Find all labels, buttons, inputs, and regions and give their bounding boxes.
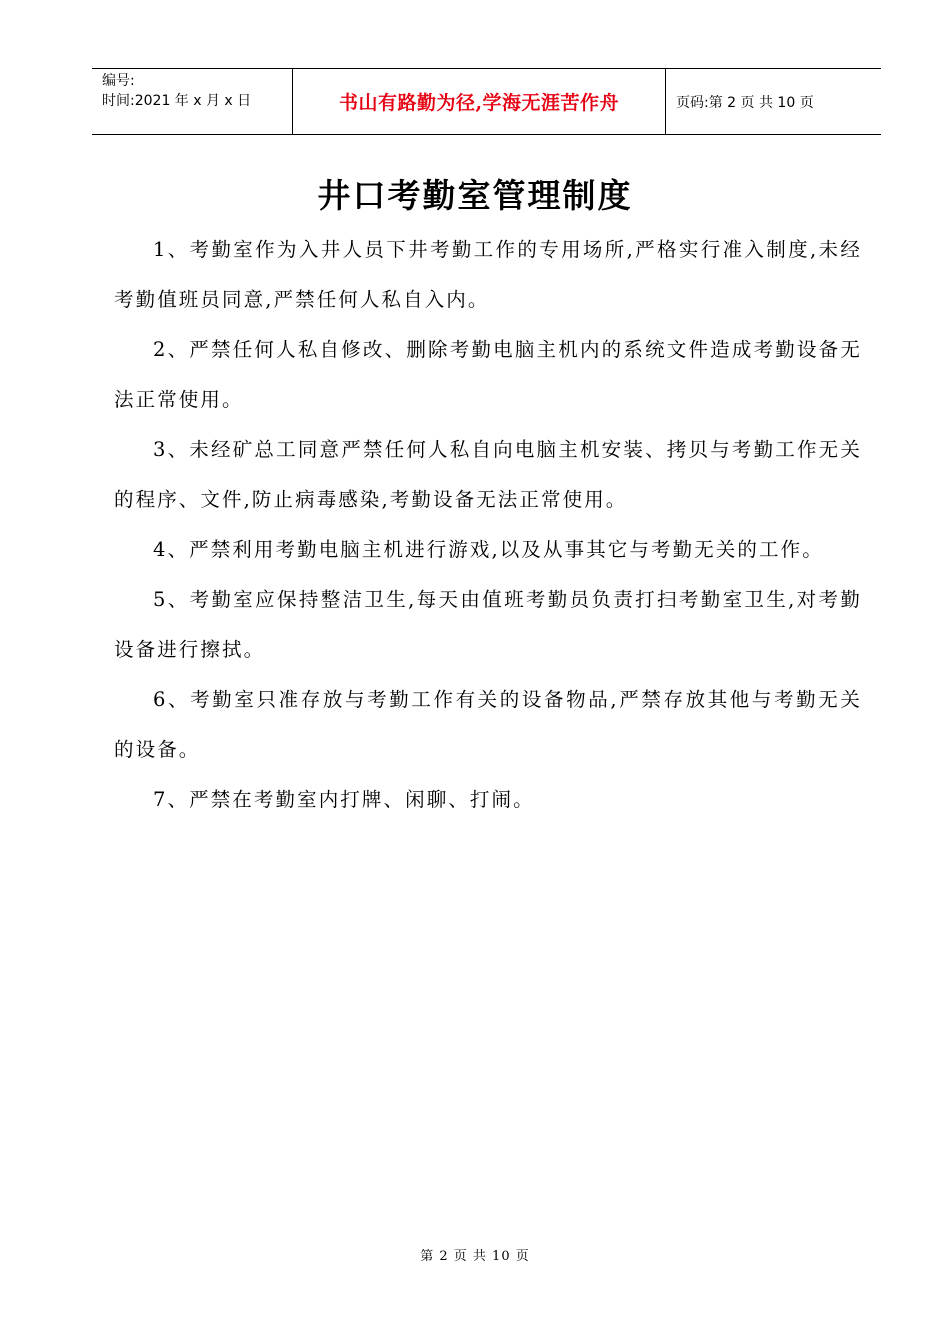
paragraph: 4、严禁利用考勤电脑主机进行游戏,以及从事其它与考勤无关的工作。 xyxy=(153,538,824,561)
document-time-label: 时间:2021 年 x 月 x 日 xyxy=(102,93,252,109)
header-page-code: 页码:第 2 页 共 10 页 xyxy=(676,94,814,111)
page-header xyxy=(92,68,881,135)
header-page-cell xyxy=(666,69,881,134)
paragraph: 3、未经矿总工同意严禁任何人私自向电脑主机安装、拷贝与考勤工作无关的程序、文件,防止病毒感染,考勤设备无法正常使用。 xyxy=(114,438,862,511)
header-motto: 书山有路勤为径,学海无涯苦作舟 xyxy=(338,92,620,114)
header-motto-cell xyxy=(293,69,666,134)
paragraph: 6、考勤室只准存放与考勤工作有关的设备物品,严禁存放其他与考勤无关的设备。 xyxy=(114,688,862,761)
paragraph: 2、严禁任何人私自修改、删除考勤电脑主机内的系统文件造成考勤设备无法正常使用。 xyxy=(114,338,862,411)
document-title: 井口考勤室管理制度 xyxy=(317,176,633,215)
paragraph: 7、严禁在考勤室内打牌、闲聊、打闹。 xyxy=(153,788,535,811)
paragraph: 5、考勤室应保持整洁卫生,每天由值班考勤员负责打扫考勤室卫生,对考勤设备进行擦拭。 xyxy=(114,588,862,661)
paragraph: 1、考勤室作为入井人员下井考勤工作的专用场所,严格实行准入制度,未经考勤值班员同意,严禁任何人私自入内。 xyxy=(114,238,862,311)
header-info-cell xyxy=(92,69,293,134)
document-number-label: 编号: xyxy=(102,73,135,89)
page-footer: 第 2 页 共 10 页 xyxy=(420,1249,530,1264)
document-body xyxy=(114,225,862,825)
